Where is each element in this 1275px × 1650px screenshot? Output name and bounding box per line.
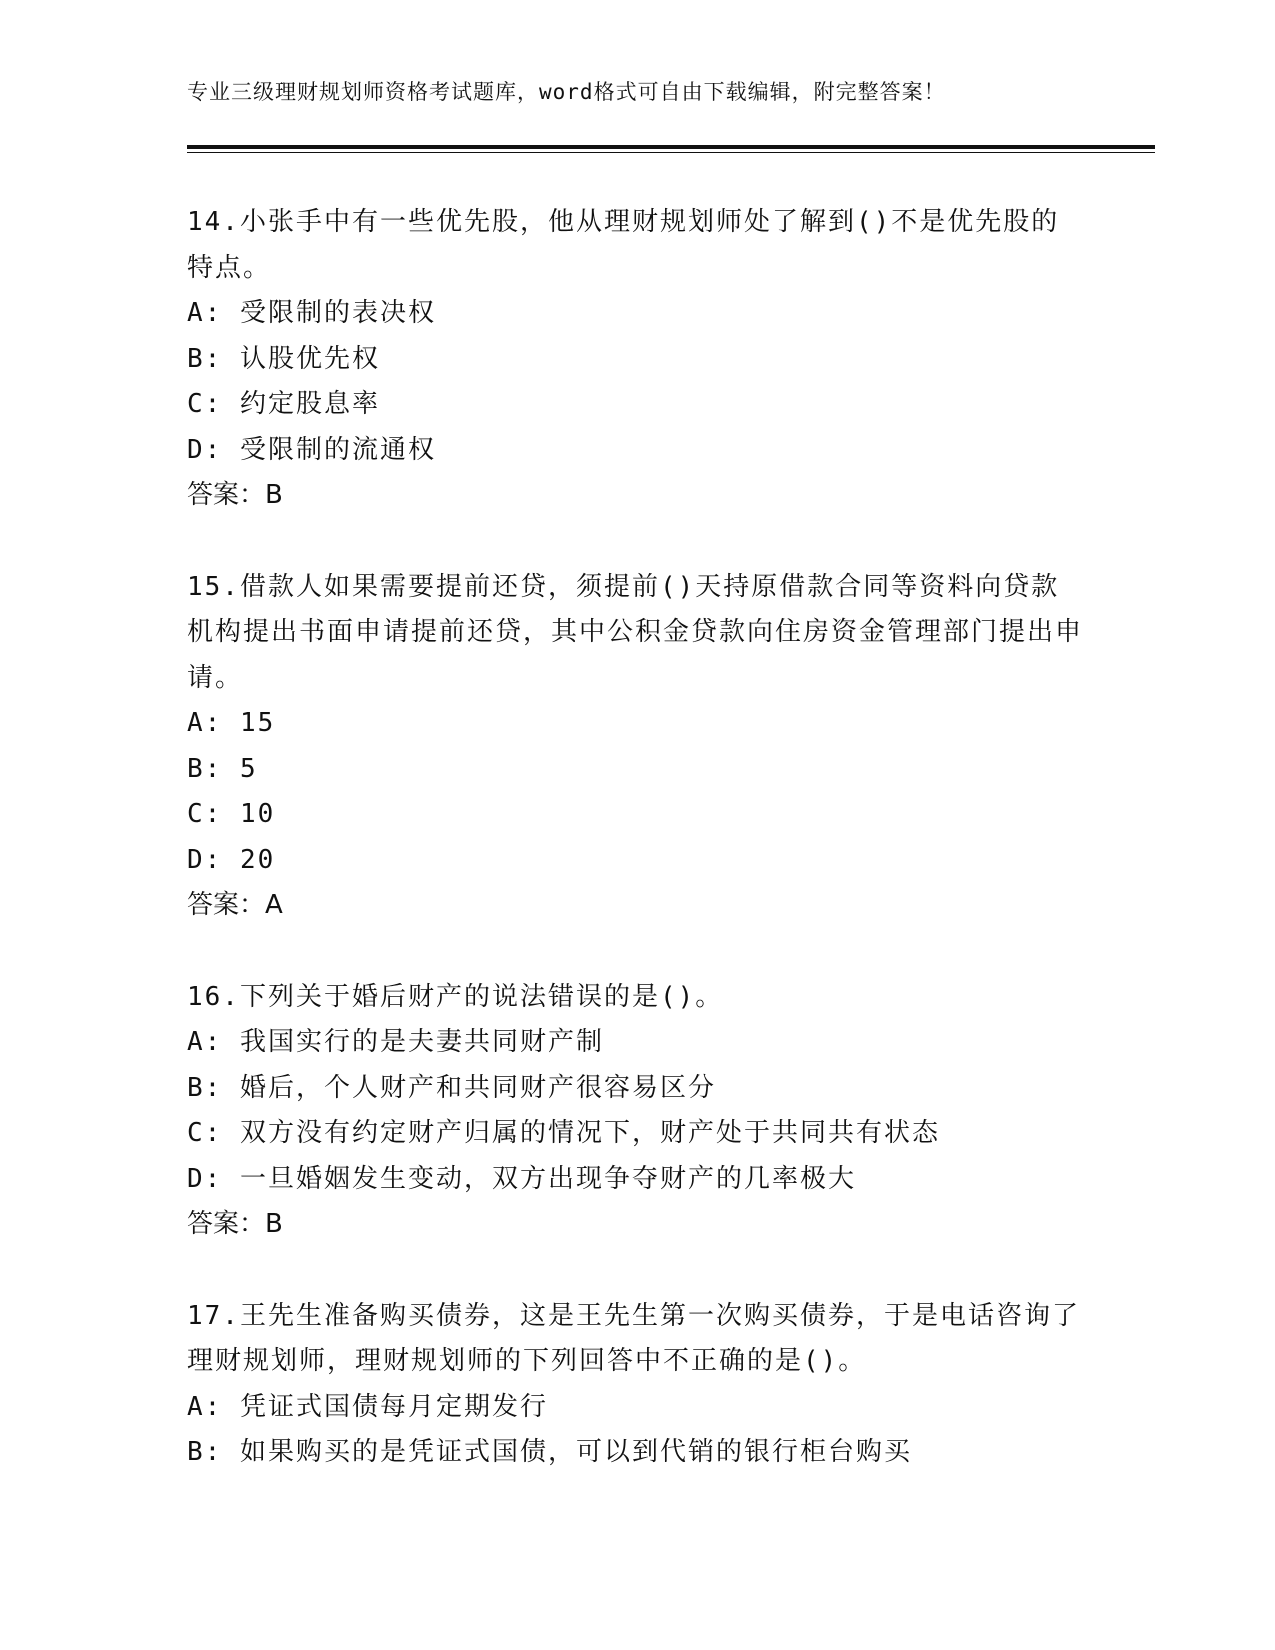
question-list (187, 200, 1087, 1522)
question-text: 16.下列关于婚后财产的说法错误的是()。 (187, 981, 724, 1012)
option-b: B: 5 (187, 753, 258, 784)
header-rule-thick (187, 145, 1155, 149)
question-17 (187, 1294, 1087, 1476)
option-c: C: 10 (187, 799, 276, 829)
option-a: A: 受限制的表决权 (187, 298, 436, 328)
option-a: A: 15 (187, 708, 276, 738)
answer: 答案：B (187, 1209, 283, 1239)
option-b: B: 婚后，个人财产和共同财产很容易区分 (187, 1072, 716, 1103)
option-c: C: 约定股息率 (187, 389, 380, 419)
answer: 答案：B (187, 480, 283, 510)
option-a: A: 凭证式国债每月定期发行 (187, 1391, 548, 1422)
question-16 (187, 975, 1087, 1248)
question-text: 17.王先生准备购买债券，这是王先生第一次购买债券，于是电话咨询了理财规划师，理财规划师的下列回答中不正确的是()。 (187, 1300, 1080, 1376)
header-rule-thin (187, 152, 1155, 153)
question-text: 15.借款人如果需要提前还贷，须提前()天持原借款合同等资料向贷款机构提出书面申请提前还贷，其中公积金贷款向住房资金管理部门提出申请。 (187, 571, 1084, 693)
question-14 (187, 200, 1087, 519)
option-d: D: 受限制的流通权 (187, 434, 436, 465)
option-a: A: 我国实行的是夫妻共同财产制 (187, 1027, 604, 1057)
answer: 答案：A (187, 890, 283, 920)
document-header: 专业三级理财规划师资格考试题库，word格式可自由下载编辑，附完整答案！ (187, 80, 946, 104)
option-b: B: 如果购买的是凭证式国债，可以到代销的银行柜台购买 (187, 1437, 912, 1467)
option-d: D: 一旦婚姻发生变动，双方出现争夺财产的几率极大 (187, 1163, 856, 1194)
question-15 (187, 565, 1087, 929)
option-c: C: 双方没有约定财产归属的情况下，财产处于共同共有状态 (187, 1118, 940, 1148)
option-d: D: 20 (187, 844, 276, 875)
option-b: B: 认股优先权 (187, 343, 380, 374)
question-text: 14.小张手中有一些优先股，他从理财规划师处了解到()不是优先股的特点。 (187, 207, 1060, 283)
